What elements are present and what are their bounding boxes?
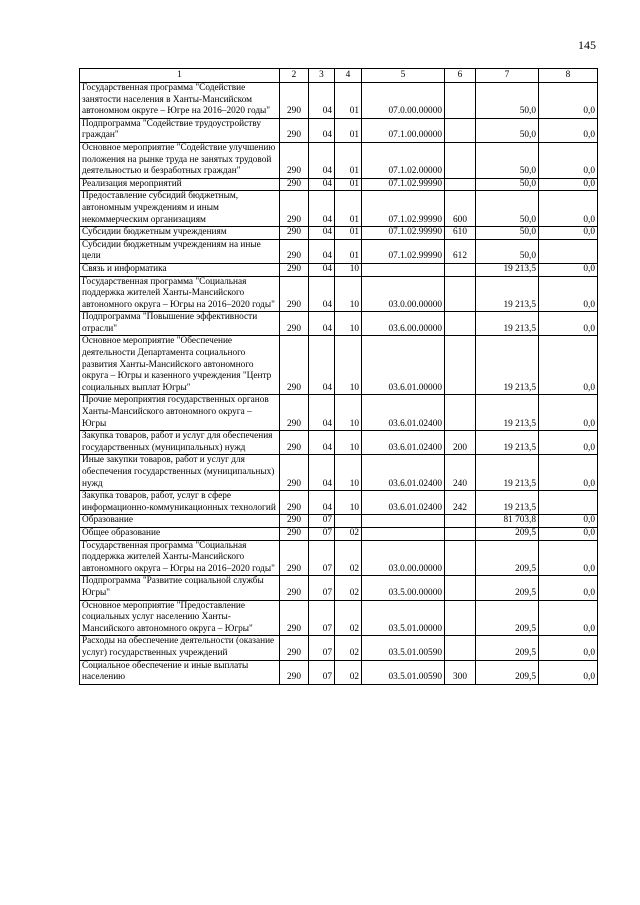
row-expense-type: 600: [445, 191, 476, 227]
row-name: Реализация мероприятий: [80, 178, 280, 191]
row-subsection-code: 10: [335, 395, 362, 431]
row-ministry-code: 290: [280, 191, 309, 227]
row-target-article: 03.6.01.02400: [362, 455, 445, 491]
row-expense-type: [445, 276, 476, 312]
row-amount: 209,5: [476, 540, 539, 576]
row-name: Иные закупки товаров, работ и услуг для обеспечения государственных (муниципальных) нужд: [80, 455, 280, 491]
row-ministry-code: 290: [280, 455, 309, 491]
row-amount-extra: 0,0: [539, 336, 598, 395]
row-section-code: 04: [309, 455, 335, 491]
row-subsection-code: 10: [335, 276, 362, 312]
table-row: [80, 142, 598, 178]
table-row: [80, 455, 598, 491]
row-expense-type: [445, 83, 476, 119]
row-expense-type: 612: [445, 239, 476, 263]
row-section-code: 07: [309, 540, 335, 576]
row-amount: 209,5: [476, 636, 539, 660]
row-amount: 50,0: [476, 83, 539, 119]
row-name: Подпрограмма "Развитие социальной службы Югры": [80, 576, 280, 600]
header-col-4: 4: [335, 69, 362, 83]
row-ministry-code: 290: [280, 600, 309, 636]
row-target-article: 07.1.02.99990: [362, 178, 445, 191]
table-row: [80, 600, 598, 636]
row-subsection-code: 02: [335, 600, 362, 636]
header-col-3: 3: [309, 69, 335, 83]
row-amount: 209,5: [476, 527, 539, 540]
header-col-5: 5: [362, 69, 445, 83]
row-amount: 50,0: [476, 142, 539, 178]
row-amount-extra: [539, 239, 598, 263]
row-amount: 81 703,8: [476, 515, 539, 528]
row-target-article: 07.1.02.99990: [362, 239, 445, 263]
row-ministry-code: 290: [280, 576, 309, 600]
row-subsection-code: 02: [335, 636, 362, 660]
row-amount-extra: 0,0: [539, 312, 598, 336]
row-amount-extra: 0,0: [539, 227, 598, 240]
row-amount: 50,0: [476, 191, 539, 227]
row-amount-extra: 0,0: [539, 576, 598, 600]
row-expense-type: 240: [445, 455, 476, 491]
row-section-code: 07: [309, 660, 335, 684]
row-subsection-code: 10: [335, 336, 362, 395]
row-ministry-code: 290: [280, 142, 309, 178]
row-subsection-code: 01: [335, 227, 362, 240]
row-ministry-code: 290: [280, 178, 309, 191]
row-amount-extra: 0,0: [539, 118, 598, 142]
row-name: Основное мероприятие "Содействие улучшению положения на рынке труда не занятых трудовой деятельностью и безработных граждан": [80, 142, 280, 178]
table-header-row: [80, 69, 598, 83]
row-amount-extra: 0,0: [539, 515, 598, 528]
row-amount-extra: [539, 491, 598, 515]
row-target-article: [362, 515, 445, 528]
row-ministry-code: 290: [280, 395, 309, 431]
row-subsection-code: 10: [335, 431, 362, 455]
row-amount-extra: 0,0: [539, 431, 598, 455]
row-ministry-code: 290: [280, 118, 309, 142]
row-ministry-code: 290: [280, 491, 309, 515]
row-target-article: 03.6.00.00000: [362, 312, 445, 336]
row-name: Образование: [80, 515, 280, 528]
table-row: [80, 395, 598, 431]
row-amount: 209,5: [476, 576, 539, 600]
row-expense-type: 200: [445, 431, 476, 455]
row-amount-extra: 0,0: [539, 636, 598, 660]
row-subsection-code: 10: [335, 263, 362, 276]
row-subsection-code: 10: [335, 312, 362, 336]
table-row: [80, 312, 598, 336]
row-amount: 50,0: [476, 178, 539, 191]
row-section-code: 04: [309, 178, 335, 191]
row-target-article: 07.1.02.99990: [362, 191, 445, 227]
row-target-article: 03.5.01.00590: [362, 660, 445, 684]
row-expense-type: [445, 395, 476, 431]
row-subsection-code: 10: [335, 455, 362, 491]
header-col-6: 6: [445, 69, 476, 83]
row-ministry-code: 290: [280, 263, 309, 276]
row-name: Связь и информатика: [80, 263, 280, 276]
row-ministry-code: 290: [280, 312, 309, 336]
table-row: [80, 431, 598, 455]
row-name: Закупка товаров, работ и услуг для обеспечения государственных (муниципальных) нужд: [80, 431, 280, 455]
row-subsection-code: 01: [335, 118, 362, 142]
row-name: Прочие мероприятия государственных органов Ханты-Мансийского автономного округа – Югры: [80, 395, 280, 431]
row-target-article: 03.5.00.00000: [362, 576, 445, 600]
row-section-code: 04: [309, 142, 335, 178]
row-ministry-code: 290: [280, 527, 309, 540]
row-ministry-code: 290: [280, 431, 309, 455]
row-amount: 19 213,5: [476, 263, 539, 276]
row-amount-extra: 0,0: [539, 178, 598, 191]
row-amount: 19 213,5: [476, 431, 539, 455]
row-name: Государственная программа "Содействие занятости населения в Ханты-Мансийском автономном округе – Югре на 2016–2020 годы": [80, 83, 280, 119]
header-col-7: 7: [476, 69, 539, 83]
row-section-code: 07: [309, 576, 335, 600]
row-ministry-code: 290: [280, 636, 309, 660]
row-name: Подпрограмма "Содействие трудоустройству граждан": [80, 118, 280, 142]
table-row: [80, 263, 598, 276]
row-section-code: 04: [309, 336, 335, 395]
row-expense-type: [445, 600, 476, 636]
row-section-code: 04: [309, 227, 335, 240]
row-name: Субсидии бюджетным учреждениям: [80, 227, 280, 240]
table-row: [80, 636, 598, 660]
row-name: Основное мероприятие "Предоставление социальных услуг населению Ханты-Мансийского автономного округа – Югры": [80, 600, 280, 636]
row-name: Подпрограмма "Повышение эффективности отрасли": [80, 312, 280, 336]
row-subsection-code: [335, 515, 362, 528]
row-amount-extra: 0,0: [539, 276, 598, 312]
row-section-code: 04: [309, 395, 335, 431]
row-amount: 19 213,5: [476, 455, 539, 491]
table-row: [80, 515, 598, 528]
row-amount: 19 213,5: [476, 312, 539, 336]
table-row: [80, 576, 598, 600]
row-ministry-code: 290: [280, 276, 309, 312]
row-ministry-code: 290: [280, 83, 309, 119]
row-amount: 19 213,5: [476, 336, 539, 395]
row-subsection-code: 10: [335, 491, 362, 515]
row-expense-type: [445, 178, 476, 191]
row-amount: 209,5: [476, 660, 539, 684]
table-row: [80, 191, 598, 227]
budget-table: [79, 68, 598, 685]
row-target-article: 03.5.01.00000: [362, 600, 445, 636]
row-amount: 209,5: [476, 600, 539, 636]
table-row: [80, 527, 598, 540]
header-col-1: 1: [80, 69, 280, 83]
row-amount: 50,0: [476, 227, 539, 240]
page-number: 145: [578, 38, 596, 52]
row-name: Основное мероприятие "Обеспечение деятельности Департамента социального развития Ханты-Мансийского автономного округа – Югры и казенного учреждения "Центр социальных выплат Югры": [80, 336, 280, 395]
row-ministry-code: 290: [280, 336, 309, 395]
row-subsection-code: 02: [335, 576, 362, 600]
row-amount-extra: 0,0: [539, 455, 598, 491]
row-section-code: 04: [309, 263, 335, 276]
row-name: Закупка товаров, работ, услуг в сфере информационно-коммуникационных технологий: [80, 491, 280, 515]
table-row: [80, 83, 598, 119]
table-row: [80, 178, 598, 191]
row-target-article: 07.1.00.00000: [362, 118, 445, 142]
row-target-article: 03.6.01.02400: [362, 491, 445, 515]
row-name: Общее образование: [80, 527, 280, 540]
row-expense-type: [445, 540, 476, 576]
row-ministry-code: 290: [280, 540, 309, 576]
row-target-article: [362, 527, 445, 540]
row-section-code: 04: [309, 191, 335, 227]
row-target-article: 03.5.01.00590: [362, 636, 445, 660]
row-ministry-code: 290: [280, 227, 309, 240]
row-amount-extra: 0,0: [539, 527, 598, 540]
row-target-article: 03.6.01.02400: [362, 395, 445, 431]
row-section-code: 04: [309, 312, 335, 336]
row-amount-extra: 0,0: [539, 540, 598, 576]
row-target-article: [362, 263, 445, 276]
row-subsection-code: 01: [335, 178, 362, 191]
row-subsection-code: 01: [335, 239, 362, 263]
row-amount: 50,0: [476, 239, 539, 263]
row-expense-type: 300: [445, 660, 476, 684]
row-ministry-code: 290: [280, 239, 309, 263]
row-amount: 19 213,5: [476, 276, 539, 312]
row-amount-extra: 0,0: [539, 83, 598, 119]
table-row: [80, 239, 598, 263]
row-name: Предоставление субсидий бюджетным, автономным учреждениям и иным некоммерческим организациям: [80, 191, 280, 227]
row-target-article: 07.0.00.00000: [362, 83, 445, 119]
table-row: [80, 227, 598, 240]
row-section-code: 04: [309, 276, 335, 312]
row-subsection-code: 02: [335, 527, 362, 540]
row-amount-extra: 0,0: [539, 395, 598, 431]
row-target-article: 03.0.00.00000: [362, 276, 445, 312]
row-section-code: 07: [309, 600, 335, 636]
row-subsection-code: 02: [335, 540, 362, 576]
row-target-article: 07.1.02.00000: [362, 142, 445, 178]
row-section-code: 04: [309, 491, 335, 515]
header-col-8: 8: [539, 69, 598, 83]
row-expense-type: [445, 527, 476, 540]
row-target-article: 03.6.01.02400: [362, 431, 445, 455]
row-amount: 19 213,5: [476, 491, 539, 515]
row-name: Социальное обеспечение и иные выплаты населению: [80, 660, 280, 684]
row-name: Государственная программа "Социальная поддержка жителей Ханты-Мансийского автономного округа – Югры на 2016–2020 годы": [80, 540, 280, 576]
row-amount-extra: 0,0: [539, 142, 598, 178]
row-name: Расходы на обеспечение деятельности (оказание услуг) государственных учреждений: [80, 636, 280, 660]
row-expense-type: [445, 118, 476, 142]
row-subsection-code: 01: [335, 191, 362, 227]
row-expense-type: 610: [445, 227, 476, 240]
row-expense-type: [445, 636, 476, 660]
table-row: [80, 336, 598, 395]
row-subsection-code: 02: [335, 660, 362, 684]
row-name: Субсидии бюджетным учреждениям на иные цели: [80, 239, 280, 263]
row-expense-type: [445, 312, 476, 336]
table-row: [80, 660, 598, 684]
row-amount: 50,0: [476, 118, 539, 142]
row-amount-extra: 0,0: [539, 600, 598, 636]
row-name: Государственная программа "Социальная поддержка жителей Ханты-Мансийского автономного округа – Югры на 2016–2020 годы": [80, 276, 280, 312]
header-col-2: 2: [280, 69, 309, 83]
row-section-code: 04: [309, 239, 335, 263]
row-subsection-code: 01: [335, 142, 362, 178]
row-expense-type: [445, 515, 476, 528]
row-target-article: 07.1.02.99990: [362, 227, 445, 240]
row-section-code: 04: [309, 431, 335, 455]
row-amount: 19 213,5: [476, 395, 539, 431]
row-expense-type: [445, 336, 476, 395]
table-row: [80, 491, 598, 515]
row-expense-type: 242: [445, 491, 476, 515]
table-row: [80, 118, 598, 142]
row-target-article: 03.6.01.00000: [362, 336, 445, 395]
row-ministry-code: 290: [280, 515, 309, 528]
table-row: [80, 276, 598, 312]
table-row: [80, 540, 598, 576]
row-section-code: 04: [309, 83, 335, 119]
row-expense-type: [445, 576, 476, 600]
table-body: [80, 83, 598, 685]
row-expense-type: [445, 263, 476, 276]
row-section-code: 07: [309, 636, 335, 660]
row-ministry-code: 290: [280, 660, 309, 684]
row-amount-extra: 0,0: [539, 263, 598, 276]
row-section-code: 07: [309, 515, 335, 528]
row-subsection-code: 01: [335, 83, 362, 119]
row-amount-extra: 0,0: [539, 660, 598, 684]
row-section-code: 07: [309, 527, 335, 540]
row-target-article: 03.0.00.00000: [362, 540, 445, 576]
row-expense-type: [445, 142, 476, 178]
row-amount-extra: 0,0: [539, 191, 598, 227]
row-section-code: 04: [309, 118, 335, 142]
